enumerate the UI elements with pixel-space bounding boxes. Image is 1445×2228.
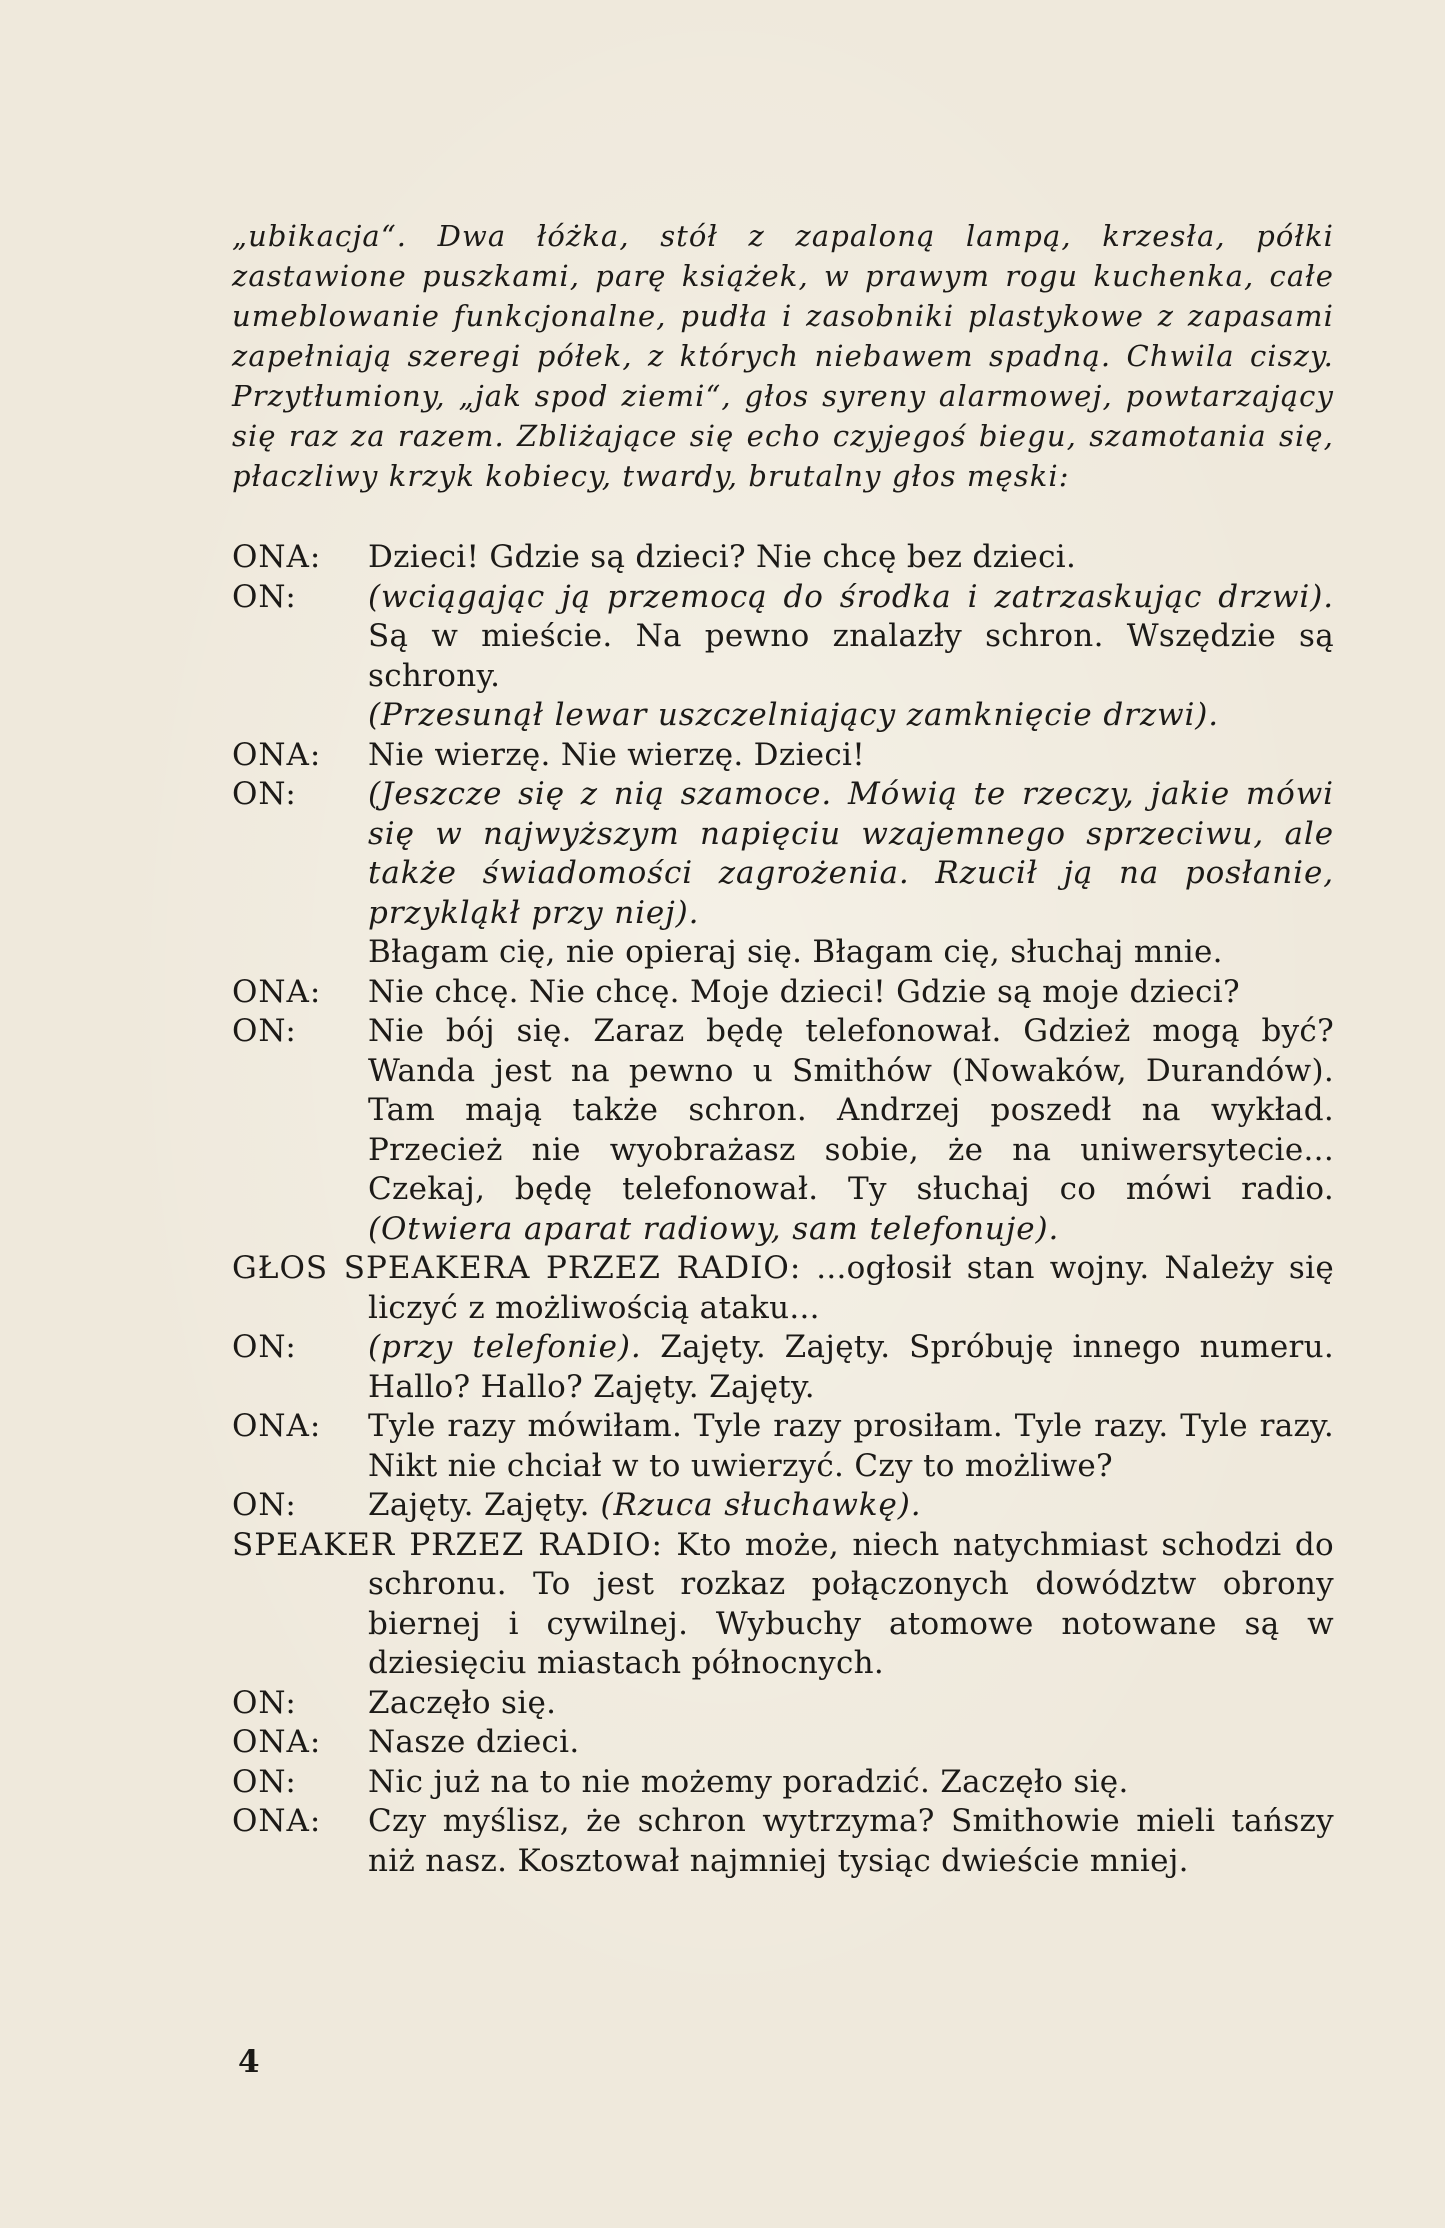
speech-text: Dzieci! Gdzie są dzieci? Nie chcę bez dzieci.: [368, 539, 1077, 575]
speech-text: Czy myślisz, że schron wytrzyma? Smithowie mieli tańszy niż nasz. Kosztował najmniej tysiąc dwieście mniej.: [368, 1803, 1334, 1879]
speech-text: Nic już na to nie możemy poradzić. Zaczęło się.: [368, 1763, 1129, 1800]
speech-text: [368, 1328, 1334, 1407]
dialogue-line: [232, 1012, 1334, 1249]
speaker-label: ON:: [232, 776, 297, 812]
speech-text: [368, 578, 1334, 697]
dialogue-line: [232, 933, 1334, 973]
speaker-label: [232, 933, 368, 973]
speech-text: Kto może, niech natychmiast schodzi do schronu. To jest rozkaz połączonych dowództw obrony biernej i cywilnej. Wybuchy atomowe notowane są w dziesięciu miastach północnych.: [368, 1526, 1334, 1681]
dialogue-line: [232, 1763, 1334, 1803]
speech-text: Nasze dzieci.: [368, 1724, 580, 1760]
speaker-label: ON:: [232, 1487, 297, 1523]
dialogue: [232, 538, 1334, 1881]
speaker-label: ONA:: [232, 736, 322, 773]
dialogue-line: [232, 696, 1334, 736]
speaker-label: ONA:: [232, 1408, 322, 1444]
speech-text: [368, 1012, 1334, 1249]
speech-text: Nie chcę. Nie chcę. Moje dzieci! Gdzie są moje dzieci?: [368, 973, 1240, 1010]
speech-text: [368, 775, 1334, 933]
page-number: 4: [238, 2044, 260, 2080]
speech-text: Nie wierzę. Nie wierzę. Dzieci!: [368, 736, 865, 773]
speaker-label: [232, 696, 368, 736]
speech-text: Tyle razy mówiłam. Tyle razy prosiłam. Tyle razy. Tyle razy. Nikt nie chciał w to uwierzyć. Czy to możliwe?: [368, 1408, 1334, 1484]
stage-direction-inline: (przy telefonie).: [368, 1329, 642, 1365]
speech-text-main: Nie bój się. Zaraz będę telefonował. Gdzież mogą być? Wanda jest na pewno u Smithów (Nowaków, Durandów). Tam mają także schron. Andrzej poszedł na wykład. Przecież nie wyobrażasz sobie, że na uniwersytecie... Czekaj, będę telefonował. Ty słuchaj co mówi radio.: [368, 1013, 1334, 1207]
stage-direction-inline: (Przesunął lewar uszczelniający zamknięcie drzwi).: [368, 697, 1220, 733]
speaker-label: GŁOS SPEAKERA PRZEZ RADIO:: [232, 1250, 802, 1286]
speaker-label: SPEAKER PRZEZ RADIO:: [232, 1526, 663, 1563]
stage-direction-inline: (wciągając ją przemocą do środka i zatrzaskując drzwi).: [368, 578, 1334, 615]
speech-text: Zaczęło się.: [368, 1684, 557, 1721]
speaker-label: ONA:: [232, 1724, 322, 1760]
speech-text: [368, 696, 1334, 736]
speaker-label: ONA:: [232, 1803, 322, 1839]
stage-direction-inline: (Otwiera aparat radiowy, sam telefonuje).: [368, 1210, 1060, 1247]
dialogue-line: [232, 1684, 1334, 1724]
dialogue-line: [232, 973, 1334, 1013]
speech-text-after: Są w mieście. Na pewno znalazły schron. Wszędzie są schrony.: [368, 618, 1334, 694]
speaker-label: ON:: [232, 578, 297, 615]
dialogue-line: [232, 1407, 1334, 1486]
dialogue-line: [232, 736, 1334, 776]
dialogue-line: [232, 775, 1334, 933]
speaker-label: ONA:: [232, 539, 322, 575]
dialogue-line: [232, 1486, 1334, 1526]
dialogue-line: [232, 1723, 1334, 1763]
stage-direction: „ubikacja“. Dwa łóżka, stół z zapaloną lampą, krzesła, półki zastawione puszkami, parę książek, w prawym rogu kuchenka, całe umeblowanie funkcjonalne, pudła i zasobniki plastykowe z zapasami zapełniają szeregi półek, z których niebawem spadną. Chwila ciszy. Przytłumiony, „jak spod ziemi“, głos syreny alarmowej, powtarzający się raz za razem. Zbliżające się echo czyjegoś biegu, szamotania się, płaczliwy krzyk kobiecy, twardy, brutalny głos męski:: [232, 219, 1334, 493]
dialogue-line: [232, 1328, 1334, 1407]
speaker-label: ON:: [232, 1763, 297, 1800]
speaker-label: ON:: [232, 1329, 297, 1365]
dialogue-line: [232, 1526, 1334, 1684]
dialogue-line: [232, 1249, 1334, 1328]
speech-text-after: Zajęty. Zajęty. Spróbuję innego numeru. Hallo? Hallo? Zajęty. Zajęty.: [368, 1329, 1335, 1405]
speech-text: [368, 1486, 1334, 1526]
dialogue-line: [232, 578, 1334, 697]
speaker-label: ON:: [232, 1013, 297, 1049]
page-content: [232, 216, 1334, 1881]
stage-direction-inline: (Rzuca słuchawkę).: [589, 1487, 922, 1523]
speech-text-main: Zajęty. Zajęty.: [368, 1487, 590, 1523]
stage-direction-inline: (Jeszcze się z nią szamoce. Mówią te rzeczy, jakie mówi się w najwyższym napięciu wzajemnego sprzeciwu, ale także świadomości zagrożenia. Rzucił ją na posłanie, przykląkł przy niej).: [368, 776, 1334, 931]
dialogue-line: [232, 538, 1334, 578]
dialogue-line: [232, 1802, 1334, 1881]
speaker-label: ONA:: [232, 973, 322, 1010]
speech-text: ...ogłosił stan wojny. Należy się liczyć z możliwością ataku...: [368, 1250, 1334, 1326]
speech-text: Błagam cię, nie opieraj się. Błagam cię, słuchaj mnie.: [368, 934, 1223, 970]
speaker-label: ON:: [232, 1684, 297, 1721]
